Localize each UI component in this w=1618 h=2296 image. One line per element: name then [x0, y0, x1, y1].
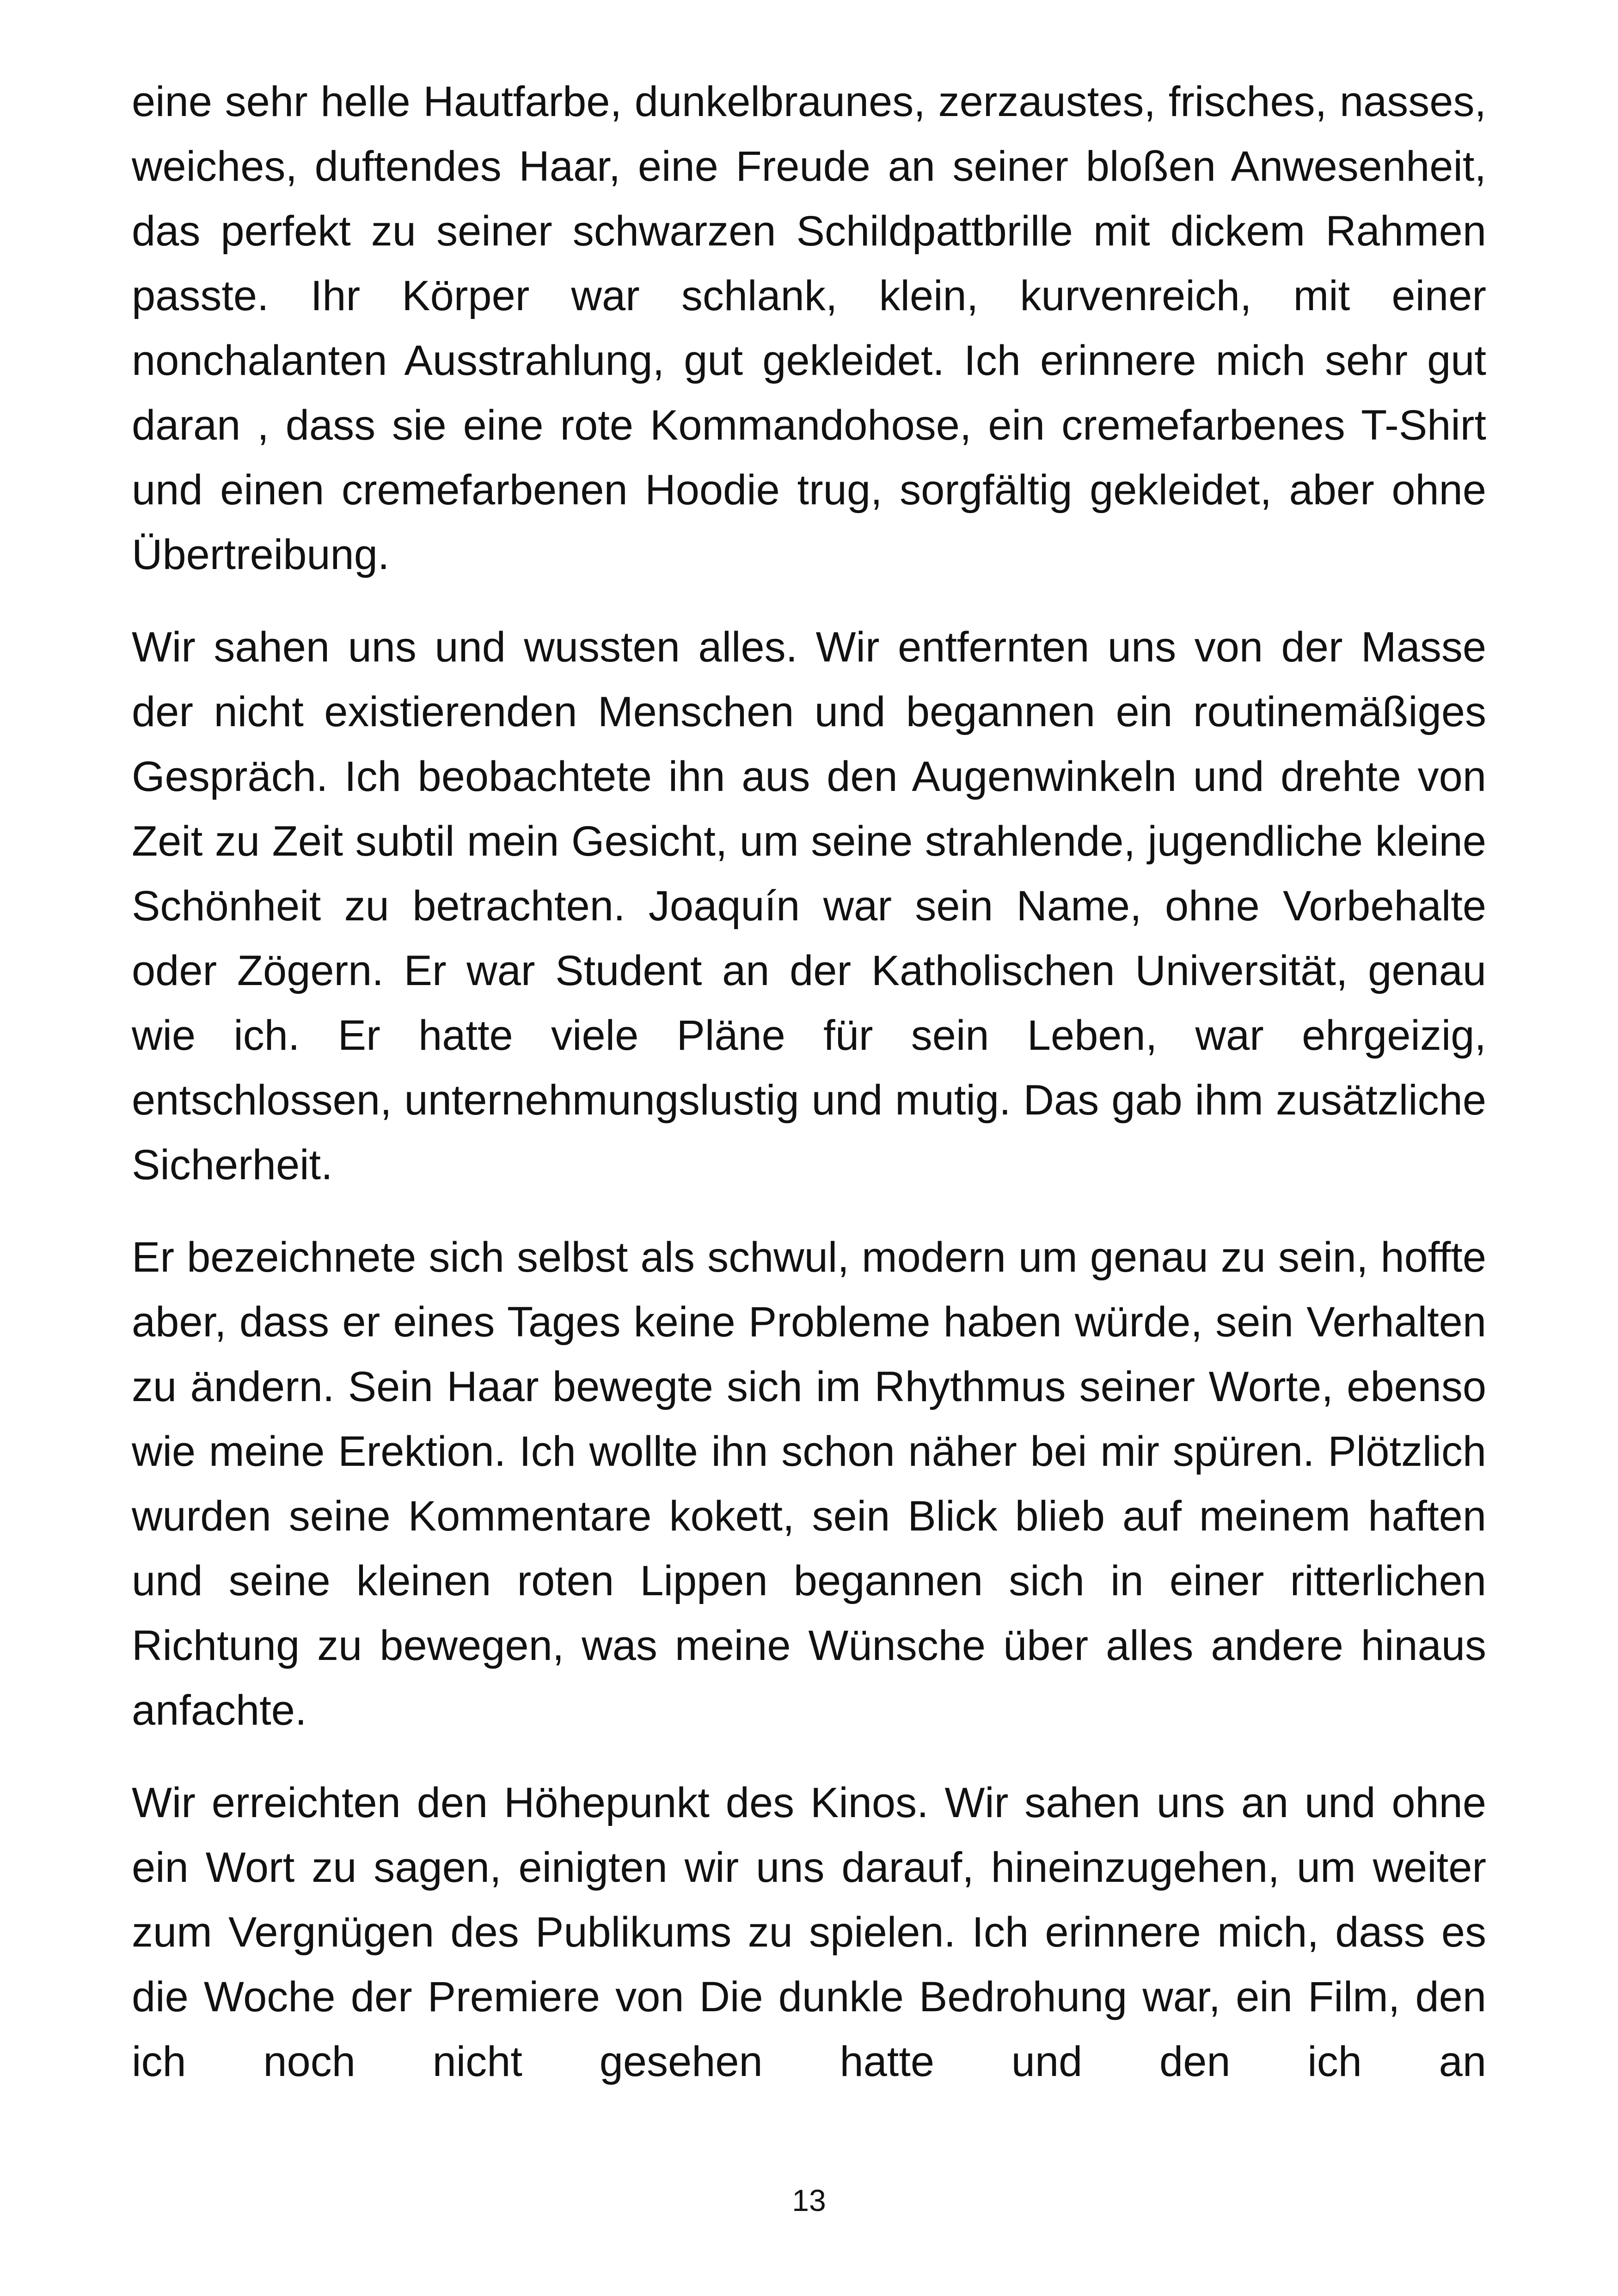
- paragraph-3: Er bezeichnete sich selbst als schwul, modern um genau zu sein, hoffte aber, dass er eines Tages keine Probleme haben würde, sein Verhalten zu ändern. Sein Haar bewegte sich im Rhythmus seiner Worte, ebenso wie meine Erektion. Ich wollte ihn schon näher bei mir spüren. Plötzlich wurden seine Kommentare kokett, sein Blick blieb auf meinem haften und seine kleinen roten Lippen begannen sich in einer ritterlichen Richtung zu bewegen, was meine Wünsche über alles andere hinaus anfachte.: [132, 1234, 1486, 1734]
- body-text: [132, 69, 1486, 2094]
- paragraph-2: Wir sahen uns und wussten alles. Wir entfernten uns von der Masse der nicht existierenden Menschen und begannen ein routinemäßiges Gespräch. Ich beobachtete ihn aus den Augenwinkeln und drehte von Zeit zu Zeit subtil mein Gesicht, um seine strahlende, jugendliche kleine Schönheit zu betrachten. Joaquín war sein Name, ohne Vorbehalte oder Zögern. Er war Student an der Katholischen Universität, genau wie ich. Er hatte viele Pläne für sein Leben, war ehrgeizig, entschlossen, unternehmungslustig und mutig. Das gab ihm zusätzliche Sicherheit.: [132, 624, 1486, 1188]
- paragraph-1: eine sehr helle Hautfarbe, dunkelbraunes, zerzaustes, frisches, nasses, weiches, duftendes Haar, eine Freude an seiner bloßen Anwesenheit, das perfekt zu seiner schwarzen Schildpattbrille mit dickem Rahmen passte. Ihr Körper war schlank, klein, kurvenreich, mit einer nonchalanten Ausstrahlung, gut gekleidet. Ich erinnere mich sehr gut daran , dass sie eine rote Kommandohose, ein cremefarbenes T-Shirt und einen cremefarbenen Hoodie trug, sorgfältig gekleidet, aber ohne Übertreibung.: [132, 78, 1486, 578]
- paragraph-4: Wir erreichten den Höhepunkt des Kinos. Wir sahen uns an und ohne ein Wort zu sagen, einigten wir uns darauf, hineinzugehen, um weiter zum Vergnügen des Publikums zu spielen. Ich erinnere mich, dass es die Woche der Premiere von Die dunkle Bedrohung war, ein Film, den ich noch nicht gesehen hatte und den ich an: [132, 1779, 1486, 2085]
- page-number: 13: [792, 2183, 826, 2217]
